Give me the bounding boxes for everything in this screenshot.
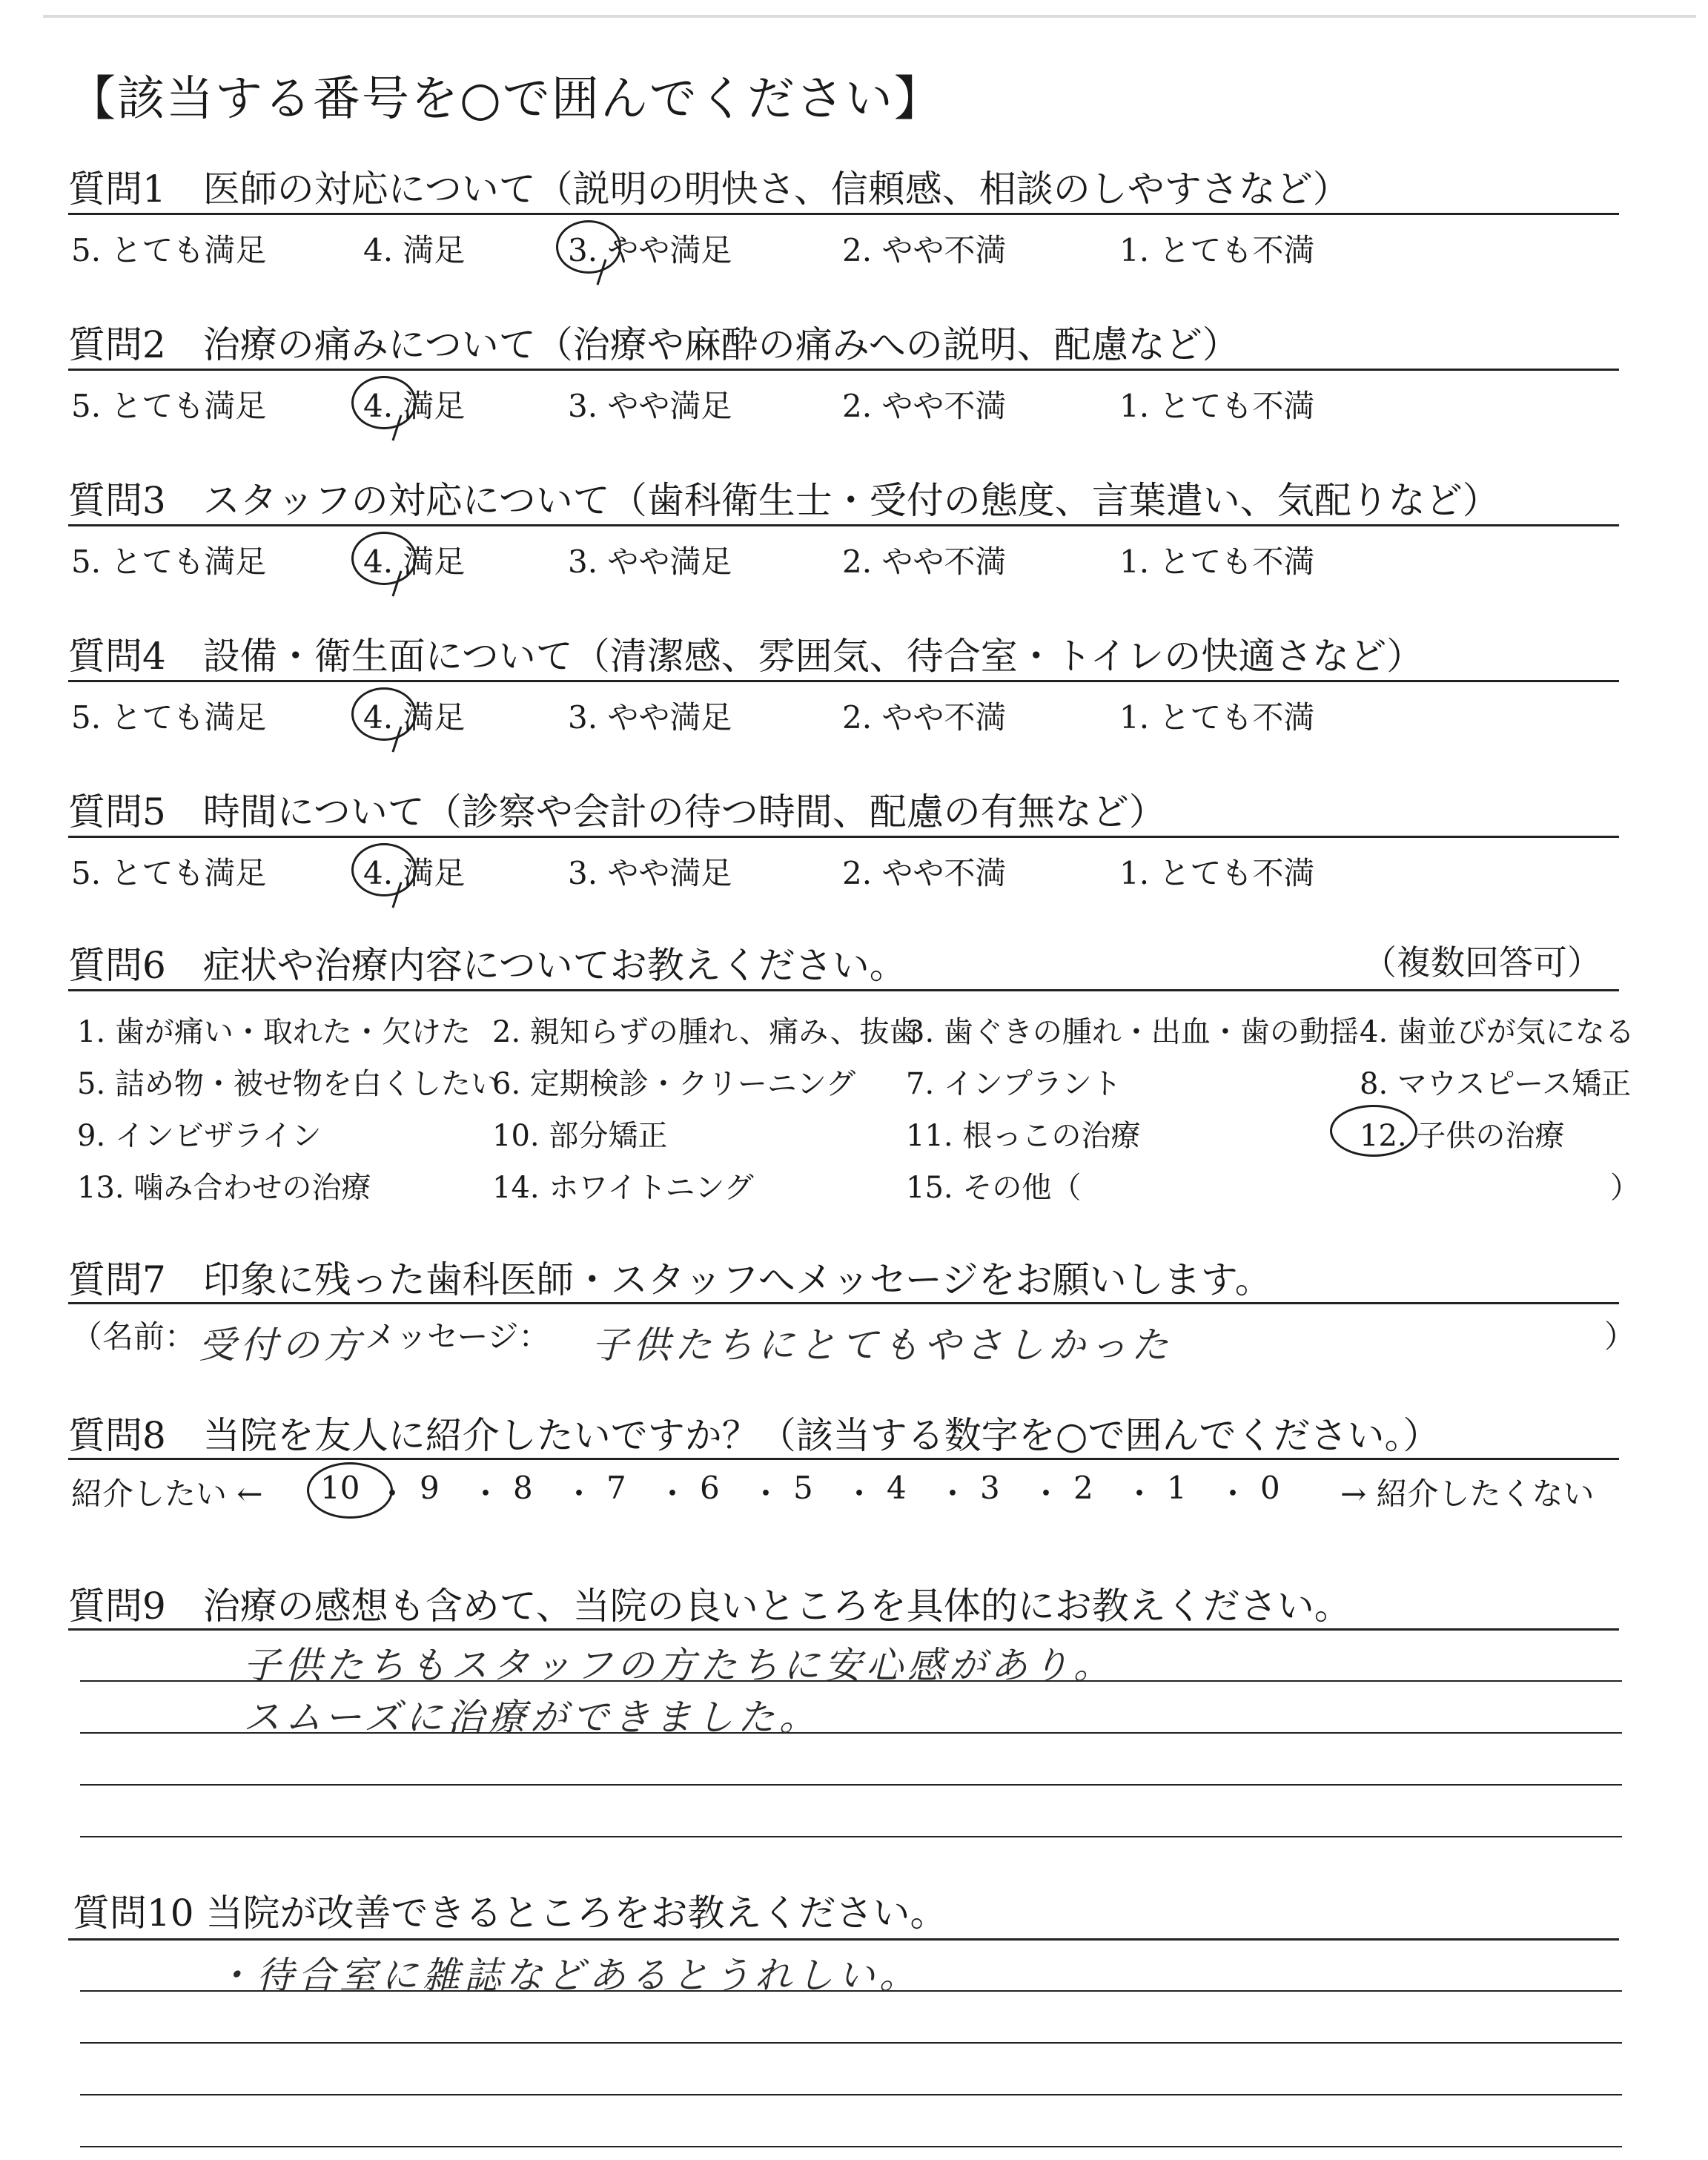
q8-scale-8[interactable]: 8 [513,1470,533,1506]
q4-option-3[interactable]: 3. やや満足 [568,699,732,736]
q3-selection-circle [351,532,417,585]
q3-option-4[interactable]: 4. 満足 [363,544,466,580]
q8-scale-separator: ・ [937,1476,969,1512]
q6-option-4[interactable]: 4. 歯並びが気になる [1360,1015,1635,1049]
q8-scale-1[interactable]: 1 [1167,1470,1187,1506]
q7-message-handwritten: 子供たちにとてもやさしかった [592,1324,1173,1367]
q6-selection-circle [1330,1105,1417,1157]
q6-option-2[interactable]: 2. 親知らずの腫れ、痛み、抜歯 [492,1015,919,1049]
q2-selection-circle [351,376,417,429]
q9-answer-line [68,1628,1619,1631]
q3-option-3[interactable]: 3. やや満足 [568,544,732,580]
q2-rule [68,369,1619,371]
q4-title: 質問4 設備・衛生面について（清潔感、雰囲気、待合室・トイレの快適さなど） [68,635,1424,678]
q2-option-3[interactable]: 3. やや満足 [568,388,732,424]
q6-option-13[interactable]: 13. 噛み合わせの治療 [77,1171,371,1205]
q8-right-label: → 紹介したくない [1340,1476,1595,1512]
q3-title: 質問3 スタッフの対応について（歯科衛生士・受付の態度、言葉遣い、気配りなど） [68,479,1500,522]
q5-option-1[interactable]: 1. とても不満 [1119,855,1315,891]
q10-answer-line [80,2094,1622,2095]
q6-option-6[interactable]: 6. 定期検診・クリーニング [492,1067,856,1101]
q8-scale-9[interactable]: 9 [420,1470,440,1506]
q6-option-10[interactable]: 10. 部分矯正 [492,1119,668,1153]
q5-title: 質問5 時間について（診察や会計の待つ時間、配慮の有無など） [68,790,1166,833]
scan-top-edge [43,15,1696,18]
q6-option-11[interactable]: 11. 根っこの治療 [906,1119,1141,1153]
q8-scale-5[interactable]: 5 [793,1470,813,1506]
q7-close-paren: ） [1604,1318,1636,1355]
q6-option-15[interactable]: 15. その他（ [906,1171,1082,1205]
q3-option-5[interactable]: 5. とても満足 [71,544,267,580]
q8-scale-3[interactable]: 3 [980,1470,1000,1506]
q1-selection-circle [556,220,621,274]
q8-title: 質問8 当院を友人に紹介したいですか？（該当する数字を○で囲んでください。） [68,1414,1440,1457]
q2-title: 質問2 治療の痛みについて（治療や麻酔の痛みへの説明、配慮など） [68,323,1239,366]
q5-selection-circle [351,843,417,896]
q8-scale-separator: ・ [657,1476,689,1512]
q6-option-12[interactable]: 12. 子供の治療 [1360,1119,1565,1153]
q8-scale-7[interactable]: 7 [606,1470,626,1506]
q6-other-close-paren: ） [1610,1171,1640,1205]
q6-option-5[interactable]: 5. 詰め物・被せ物を白くしたい [77,1067,500,1101]
q8-selection-circle [307,1462,393,1519]
q4-selection-circle [351,687,417,741]
q4-option-4[interactable]: 4. 満足 [363,699,466,736]
q6-option-14[interactable]: 14. ホワイトニング [492,1171,754,1205]
q8-scale-separator: ・ [563,1476,595,1512]
q8-scale-6[interactable]: 6 [700,1470,720,1506]
q1-title: 質問1 医師の対応について（説明の明快さ、信頼感、相談のしやすさなど） [68,168,1350,211]
q8-scale-separator: ・ [750,1476,782,1512]
q2-option-1[interactable]: 1. とても不満 [1119,388,1315,424]
q2-option-4[interactable]: 4. 満足 [363,388,466,424]
q6-rule [68,989,1619,991]
q5-rule [68,836,1619,838]
q4-option-2[interactable]: 2. やや不満 [842,699,1007,736]
q7-rule [68,1302,1619,1304]
q2-option-2[interactable]: 2. やや不満 [842,388,1007,424]
q1-option-3[interactable]: 3. やや満足 [568,232,732,268]
q4-rule [68,680,1619,682]
q8-scale-separator: ・ [1030,1476,1062,1512]
q8-rule [68,1458,1619,1460]
q3-option-1[interactable]: 1. とても不満 [1119,544,1315,580]
q10-answer-line [80,2146,1622,2147]
q1-option-2[interactable]: 2. やや不満 [842,232,1007,268]
q3-rule [68,524,1619,526]
q6-title: 質問6 症状や治療内容についてお教えください。 [68,944,907,987]
q1-option-5[interactable]: 5. とても満足 [71,232,267,268]
q6-option-1[interactable]: 1. 歯が痛い・取れた・欠けた [77,1015,471,1049]
q8-scale-4[interactable]: 4 [887,1470,907,1506]
q8-left-label: 紹介したい ← [71,1476,263,1512]
q9-handwritten-answer: スムーズに治療ができました。 [243,1696,821,1739]
q6-option-8[interactable]: 8. マウスピース矯正 [1360,1067,1632,1101]
q9-answer-line [80,1836,1622,1837]
q7-message-label: メッセージ： [365,1318,550,1355]
q9-answer-line [80,1784,1622,1786]
q8-scale-2[interactable]: 2 [1073,1470,1093,1506]
q9-handwritten-answer: 子供たちもスタッフの方たちに安心感があり。 [243,1644,1115,1687]
q8-scale-0[interactable]: 0 [1260,1470,1280,1506]
q6-option-7[interactable]: 7. インプラント [906,1067,1122,1101]
q5-option-5[interactable]: 5. とても満足 [71,855,267,891]
q6-option-9[interactable]: 9. インビザライン [77,1119,322,1153]
q6-note: （複数回答可） [1363,942,1601,982]
q4-option-1[interactable]: 1. とても不満 [1119,699,1315,736]
q7-title: 質問7 印象に残った歯科医師・スタッフへメッセージをお願いします。 [68,1258,1272,1301]
q8-scale-10[interactable]: 10 [320,1470,360,1506]
q4-option-5[interactable]: 5. とても満足 [71,699,267,736]
q10-answer-line [68,1938,1619,1941]
q1-option-1[interactable]: 1. とても不満 [1119,232,1315,268]
q8-scale-separator: ・ [470,1476,502,1512]
q10-title: 質問10 当院が改善できるところをお教えください。 [73,1892,947,1935]
q8-scale-separator: ・ [1124,1476,1156,1512]
q8-scale-separator: ・ [1217,1476,1249,1512]
q10-answer-line [80,2042,1622,2044]
q7-name-handwritten: 受付の方 [199,1324,365,1367]
q10-handwritten-answer: ・待合室に雑誌などあるとうれしい。 [215,1954,921,1997]
q5-option-4[interactable]: 4. 満足 [363,855,466,891]
q9-title: 質問9 治療の感想も含めて、当院の良いところを具体的にお教えください。 [68,1585,1351,1628]
q8-scale-separator: ・ [844,1476,875,1512]
q6-option-3[interactable]: 3. 歯ぐきの腫れ・出血・歯の動揺 [906,1015,1359,1049]
q5-option-2[interactable]: 2. やや不満 [842,855,1007,891]
q1-rule [68,213,1619,215]
q1-option-4[interactable]: 4. 満足 [363,232,466,268]
q7-name-label: （名前： [71,1318,196,1355]
q5-option-3[interactable]: 3. やや満足 [568,855,732,891]
q8-scale-separator: ・ [377,1476,408,1512]
q3-option-2[interactable]: 2. やや不満 [842,544,1007,580]
q2-option-5[interactable]: 5. とても満足 [71,388,267,424]
instruction-header: 【該当する番号を○で囲んでください】 [68,72,943,127]
